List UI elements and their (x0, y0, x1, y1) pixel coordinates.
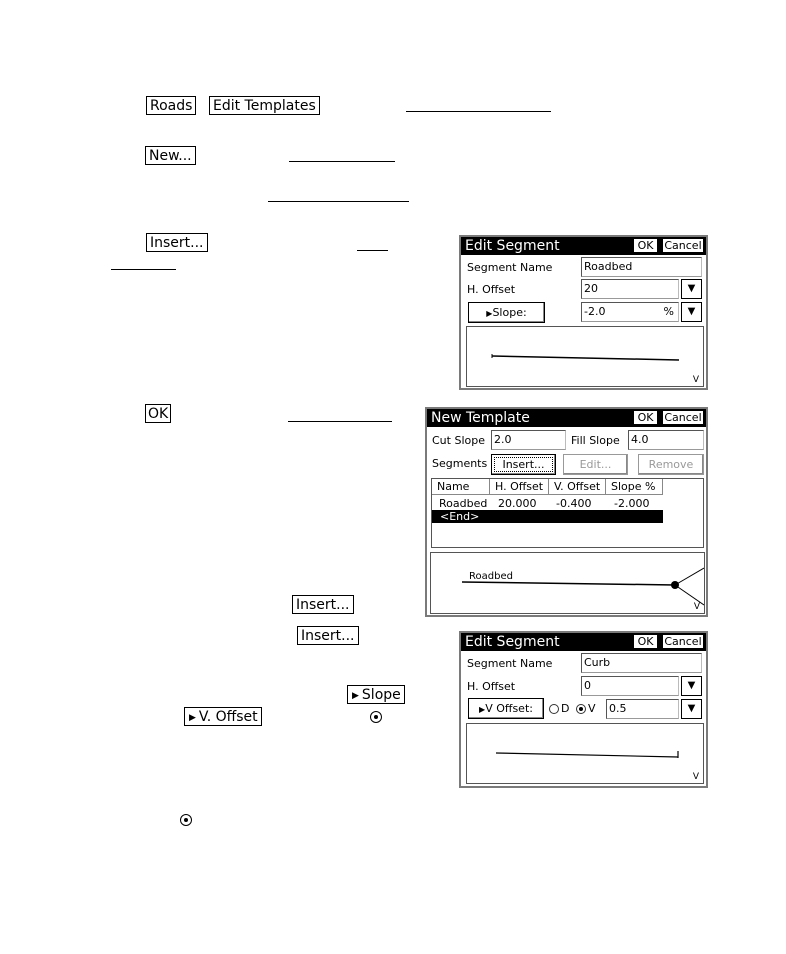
column-header-name[interactable]: Name (432, 479, 490, 495)
cancel-button[interactable]: Cancel (662, 238, 704, 253)
triangle-right-icon: ▶ (486, 309, 493, 318)
cut-slope-label: Cut Slope (432, 434, 485, 447)
underline-2 (289, 161, 395, 162)
underline-4 (357, 250, 388, 251)
segment-line (492, 356, 679, 360)
edit-segment-button[interactable]: Edit... (563, 454, 628, 475)
v-offset-dropdown[interactable] (681, 699, 702, 719)
radio-selected-icon (180, 814, 192, 826)
triangle-right-icon: ▶ (189, 713, 196, 723)
preview-segment-label: Roadbed (469, 571, 513, 582)
ok-button-inline[interactable]: OK (145, 404, 171, 423)
radio-v[interactable] (576, 704, 586, 714)
underline-6 (288, 421, 392, 422)
slope-button-label: Slope: (492, 306, 527, 319)
radio-v-label: V (588, 702, 596, 715)
cut-slope-line (675, 568, 704, 585)
h-offset-dropdown[interactable] (681, 279, 702, 299)
cut-slope-input[interactable]: 2.0 (491, 430, 566, 450)
edit-segment-dialog-1 (459, 235, 708, 390)
new-button[interactable]: New... (145, 146, 196, 165)
table-row-end[interactable]: <End> (432, 510, 663, 523)
corner-label: V (692, 375, 699, 385)
corner-label: V (692, 772, 699, 782)
v-offset-input[interactable]: 0.5 (606, 699, 679, 719)
slope-input[interactable] (581, 302, 679, 322)
segment-preview-drawing (467, 724, 703, 783)
chevron-down-icon: ▼ (687, 283, 696, 294)
segment-preview-drawing (467, 327, 703, 386)
dialog-title: New Template (431, 410, 530, 426)
v-offset-button-label: V Offset: (485, 702, 533, 715)
edit-templates-button[interactable]: Edit Templates (209, 96, 320, 115)
segment-name-label: Segment Name (467, 657, 553, 670)
slope-value: -2.0 (584, 305, 606, 318)
template-preview-drawing (431, 553, 704, 613)
ok-button[interactable]: OK (633, 410, 658, 425)
edit-segment-dialog-2 (459, 631, 708, 788)
chevron-down-icon: ▼ (687, 680, 696, 691)
underline-1 (406, 111, 551, 112)
slope-toggle-button[interactable] (468, 302, 545, 323)
h-offset-dropdown[interactable] (681, 676, 702, 696)
segment-name-input[interactable]: Roadbed (581, 257, 702, 277)
cancel-button[interactable]: Cancel (662, 410, 704, 425)
slope-button-inline[interactable] (347, 685, 405, 704)
segment-line (496, 753, 678, 757)
triangle-right-icon: ▶ (479, 705, 486, 714)
v-offset-label: V. Offset (198, 709, 258, 725)
insert-button-3[interactable]: Insert... (297, 626, 359, 645)
segment-name-input[interactable]: Curb (581, 653, 702, 673)
column-header-h-offset[interactable]: H. Offset (490, 479, 549, 495)
insert-button-2[interactable]: Insert... (292, 595, 354, 614)
corner-label: V (693, 602, 700, 612)
cell-slope: -2.000 (614, 497, 650, 510)
ok-button[interactable]: OK (633, 238, 658, 253)
ok-button[interactable]: OK (633, 634, 658, 649)
slope-label: Slope (361, 687, 401, 703)
remove-segment-button[interactable]: Remove (638, 454, 704, 475)
column-header-v-offset[interactable]: V. Offset (549, 479, 606, 495)
dialog-title: Edit Segment (465, 238, 560, 254)
cell-name: Roadbed (439, 497, 488, 510)
underline-3 (268, 201, 409, 202)
segments-label: Segments (432, 457, 488, 470)
roads-button[interactable]: Roads (146, 96, 196, 115)
segment-preview (466, 326, 704, 387)
chevron-down-icon: ▼ (687, 306, 696, 317)
h-offset-input[interactable]: 20 (581, 279, 679, 299)
slope-dropdown[interactable] (681, 302, 702, 322)
radio-selected-icon (370, 711, 382, 723)
fill-slope-input[interactable]: 4.0 (628, 430, 704, 450)
column-header-slope[interactable]: Slope % (606, 479, 663, 495)
segments-table[interactable] (431, 478, 704, 548)
h-offset-input[interactable]: 0 (581, 676, 679, 696)
fill-slope-label: Fill Slope (571, 434, 620, 447)
chevron-down-icon: ▼ (687, 703, 696, 714)
h-offset-label: H. Offset (467, 680, 516, 693)
segment-name-label: Segment Name (467, 261, 553, 274)
insert-button-1[interactable]: Insert... (146, 233, 208, 252)
cell-v-offset: -0.400 (556, 497, 592, 510)
underline-5 (111, 269, 176, 270)
cancel-button[interactable]: Cancel (662, 634, 704, 649)
slope-unit: % (663, 305, 674, 318)
insert-segment-button[interactable]: Insert... (491, 454, 556, 475)
h-offset-label: H. Offset (467, 283, 516, 296)
triangle-right-icon: ▶ (352, 691, 359, 701)
radio-d[interactable] (549, 704, 559, 714)
segment-preview (466, 723, 704, 784)
cell-h-offset: 20.000 (498, 497, 537, 510)
v-offset-button-inline[interactable] (184, 707, 262, 726)
template-preview (430, 552, 705, 614)
radio-d-label: D (561, 702, 570, 715)
dialog-title: Edit Segment (465, 634, 560, 650)
v-offset-toggle-button[interactable] (468, 698, 544, 719)
new-template-dialog (425, 407, 708, 617)
